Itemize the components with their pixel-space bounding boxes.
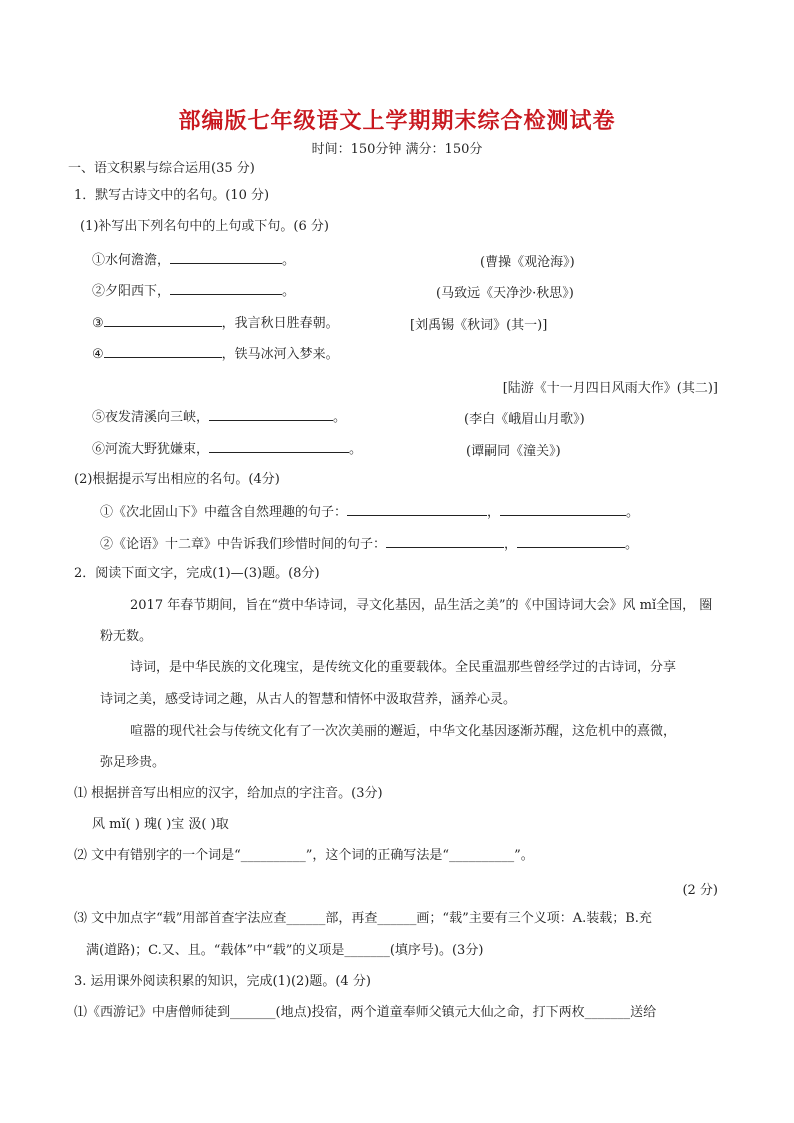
item-text: ， [487,505,501,520]
item-text: ①水何澹澹， [92,253,171,268]
item-text: 。 [333,410,347,425]
recite-item [92,314,339,332]
item-text: 。 [625,537,639,552]
score-label: (2 分) [682,883,718,898]
answer-blank[interactable] [104,314,222,327]
passage-line: 喧嚣的现代社会与传统文化有了一次次美丽的邂逅，中华文化基因逐渐苏醒，这危机中的熹微， [130,724,677,739]
answer-blank[interactable] [500,503,626,516]
exam-title: 部编版七年级语文上学期期末综合检测试卷 [178,108,616,134]
hint-item [100,535,638,553]
question-1-heading: 1．默写古诗文中的名句。(10 分) [74,188,270,203]
poem-source: (李白《峨眉山月歌》) [464,412,585,427]
item-text: ⑤夜发清溪向三峡， [92,410,210,425]
item-text: 。 [349,442,363,457]
pinyin-items: 风 mǐ( ) 瑰( )宝 汲( )取 [92,817,229,832]
item-text: ④ [92,347,104,362]
question-1-part-1-heading: (1)补写出下列名句中的上句或下句。(6 分) [80,219,329,234]
sub-question: ⑵ 文中有错别字的一个词是“__________”，这个词的正确写法是“__________”。 [74,848,534,863]
sub-question: ⑶ 文中加点字“载”用部首查字法应查______部，再查______画；“载”主要有三个义项：A.装载；B.充 [74,911,652,926]
sub-question: 满(道路)；C.又、且。“载体”中“载”的义项是_______(填序号)。(3分) [86,943,484,958]
answer-blank[interactable] [170,282,282,295]
answer-blank[interactable] [347,503,487,516]
answer-blank[interactable] [104,345,222,358]
item-text: 。 [626,505,640,520]
sub-question: ⑴《西游记》中唐僧师徒到_______(地点)投宿，两个道童奉师父镇元大仙之命，打下两枚_______送给 [74,1005,657,1020]
exam-meta: 时间：150分钟 满分：150分 [311,142,483,157]
passage-line: 粉无数。 [100,629,153,644]
item-text: ②夕阳西下， [92,284,171,299]
item-text: ②《论语》十二章》中告诉我们珍惜时间的句子： [100,537,387,552]
item-text: ， [504,537,518,552]
item-text: ，我言秋日胜春朝。 [221,316,339,331]
passage-line: 弥足珍贵。 [100,755,166,770]
section-heading: 一、语文积累与综合运用(35 分) [68,161,255,176]
recite-item [92,345,339,363]
answer-blank[interactable] [386,535,504,548]
item-text: ①《次北固山下》中蕴含自然理趣的句子： [100,505,348,520]
item-text: ，铁马冰河入梦来。 [221,347,339,362]
answer-blank[interactable] [517,535,625,548]
sub-question: ⑴ 根据拼音写出相应的汉字，给加点的字注音。(3分) [74,786,383,801]
poem-source: (谭嗣同《潼关》) [466,444,561,459]
poem-source: (曹操《观沧海》) [480,255,575,270]
question-3-heading: 3. 运用课外阅读积累的知识，完成(1)(2)题。(4 分) [74,974,371,989]
poem-source: [刘禹锡《秋词》(其一)] [410,318,548,333]
poem-source: [陆游《十一月四日风雨大作》(其二)] [502,381,718,396]
recite-item [92,282,295,300]
hint-item [100,503,639,521]
answer-blank[interactable] [170,251,282,264]
item-text: 。 [282,253,296,268]
question-1-part-2-heading: (2)根据提示写出相应的名句。(4分) [74,472,280,487]
passage-line: 诗词之美，感受诗词之趣，从古人的智慧和情怀中汲取营养，涵养心灵。 [100,692,517,707]
answer-blank[interactable] [209,408,333,421]
poem-source: (马致远《天净沙·秋思》) [436,286,574,301]
passage-line: 2017 年春节期间，旨在“赏中华诗词，寻文化基因，品生活之美”的《中国诗词大会》风 mǐ全国， 圈 [130,598,713,613]
answer-blank[interactable] [209,440,349,453]
item-text: ⑥河流大野犹嫌束， [92,442,210,457]
item-text: 。 [282,284,296,299]
question-2-heading: 2．阅读下面文字，完成(1)—(3)题。(8分) [74,566,320,581]
item-text: ③ [92,316,104,331]
passage-line: 诗词，是中华民族的文化瑰宝，是传统文化的重要载体。全民重温那些曾经学过的古诗词，分享 [130,660,677,675]
recite-item [92,251,295,269]
recite-item [92,408,346,426]
recite-item [92,440,362,458]
